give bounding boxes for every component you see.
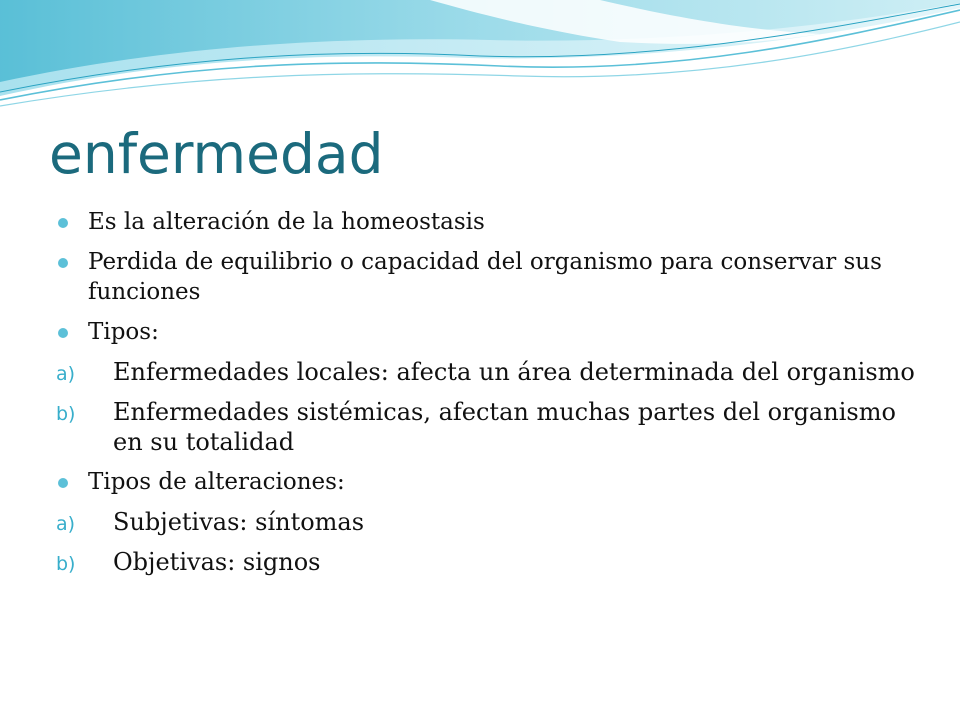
bullet-dot-icon bbox=[58, 328, 68, 338]
list-item-text: Subjetivas: síntomas bbox=[113, 508, 365, 536]
list-item-text: Enfermedades sistémicas, afectan muchas partes del organismo en su totalidad bbox=[113, 398, 896, 456]
list-item-text: Tipos: bbox=[88, 319, 159, 345]
list-letter: a) bbox=[56, 513, 76, 535]
lettered-item bbox=[56, 547, 916, 577]
bullet-dot-icon bbox=[58, 218, 68, 228]
list-item bbox=[56, 247, 916, 307]
bullet-dot-icon bbox=[58, 478, 68, 488]
list-letter: b) bbox=[56, 553, 76, 575]
list-item bbox=[56, 467, 916, 497]
list-item-text: Es la alteración de la homeostasis bbox=[88, 209, 485, 235]
list-item-text: Perdida de equilibrio o capacidad del organismo para conservar sus funciones bbox=[88, 249, 882, 305]
list-item-text: Objetivas: signos bbox=[113, 548, 321, 576]
wave-decoration bbox=[0, 0, 960, 120]
lettered-item bbox=[56, 397, 916, 457]
lettered-item bbox=[56, 357, 916, 387]
list-item-text: Tipos de alteraciones: bbox=[88, 469, 345, 495]
bullet-dot-icon bbox=[58, 258, 68, 268]
list-item-text: Enfermedades locales: afecta un área determinada del organismo bbox=[113, 358, 915, 386]
list-item bbox=[56, 317, 916, 347]
slide-title: enfermedad bbox=[49, 122, 384, 186]
list-letter: a) bbox=[56, 363, 76, 385]
list-letter: b) bbox=[56, 403, 76, 425]
lettered-item bbox=[56, 507, 916, 537]
slide-body bbox=[56, 207, 916, 587]
list-item bbox=[56, 207, 916, 237]
